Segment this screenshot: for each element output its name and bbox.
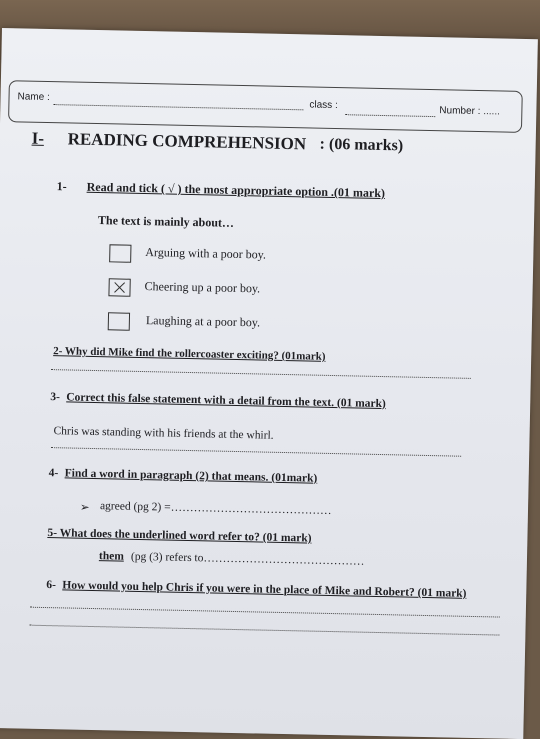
worksheet-paper [0, 28, 538, 739]
q1-option-1-label: Arguing with a poor boy. [145, 245, 267, 262]
section-title: READING COMPREHENSION [67, 129, 307, 154]
q1-prompt: The text is mainly about… [97, 213, 235, 230]
section-number: I- [31, 128, 45, 148]
q1-number: 1- [56, 179, 67, 194]
q4-bullet-icon: ➢ [79, 501, 90, 514]
cross-mark-icon [109, 279, 129, 295]
q5-instruction: 5- What does the underlined word refer to? (01 mark) [47, 527, 312, 545]
q1-option-3-checkbox[interactable] [108, 312, 130, 330]
q4-instruction: Find a word in paragraph (2) that means. (01mark) [64, 467, 318, 485]
q3-answer-line[interactable] [51, 447, 461, 457]
q5-rest: (pg (3) refers to…………………………………… [130, 550, 365, 568]
q1-option-3-label: Laughing at a poor boy. [145, 313, 261, 330]
section-marks: : (06 marks) [319, 135, 404, 155]
q2-instruction: 2- Why did Mike find the rollercoaster exciting? (01mark) [53, 345, 326, 363]
class-label: class : [309, 99, 338, 112]
q3-number: 3- [50, 391, 60, 404]
q6-number: 6- [46, 579, 57, 592]
q5-word: them [98, 550, 125, 563]
student-info-box [8, 80, 523, 133]
q1-option-2-checkbox[interactable] [108, 278, 130, 296]
q4-item: agreed (pg 2) =…………………………………… [99, 500, 332, 518]
q6-answer-line-2[interactable] [29, 625, 499, 636]
q2-answer-line[interactable] [51, 369, 471, 379]
q1-option-2-label: Cheering up a poor boy. [144, 279, 261, 296]
q4-number: 4- [48, 467, 59, 480]
name-label: Name : [17, 91, 50, 104]
class-field[interactable] [345, 104, 435, 117]
name-field[interactable] [53, 94, 303, 110]
q6-instruction: How would you help Chris if you were in the place of Mike and Robert? (01 mark) [62, 579, 467, 600]
q6-answer-line-1[interactable] [30, 607, 500, 618]
q1-option-1-checkbox[interactable] [109, 244, 131, 262]
q3-statement: Chris was standing with his friends at the whirl. [53, 425, 274, 442]
number-label: Number : ...... [439, 105, 501, 118]
q3-instruction: Correct this false statement with a detail from the text. (01 mark) [66, 391, 386, 411]
q1-instruction: Read and tick ( √ ) the most appropriate option .(01 mark) [86, 179, 386, 201]
